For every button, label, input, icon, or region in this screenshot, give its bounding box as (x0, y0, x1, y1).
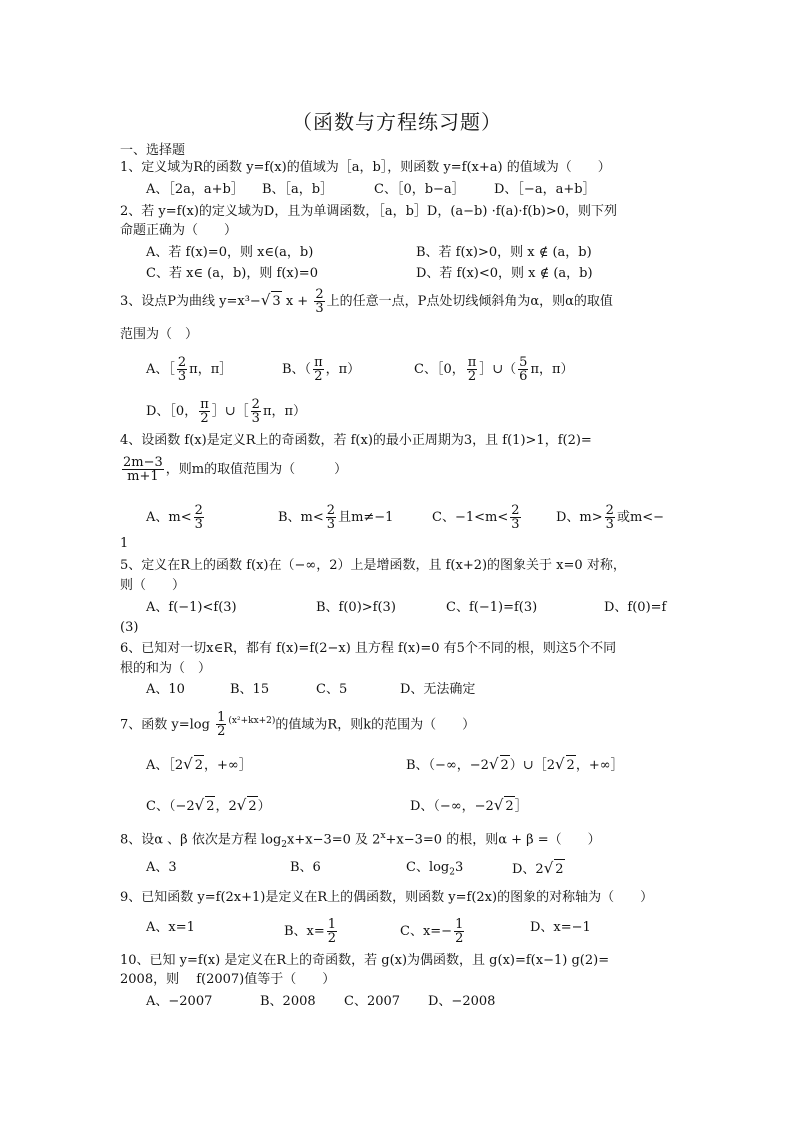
q7-option-a: A、［2√ 2，+∞］ (146, 754, 252, 776)
section-heading: 一、选择题 (120, 143, 186, 158)
q3-fraction: $\frac{2}{3}$ (315, 287, 324, 316)
q10-option-c: C、2007 (344, 994, 401, 1009)
question-6-stem-line1: 6、已知对一切x∈R，都有 f(x)=f(2−x) 且方程 f(x)=0 有5个不同的根，则这5个不同 (120, 641, 617, 656)
question-3-stem-line2: 范围为（ ） (120, 327, 199, 342)
question-10-stem-line1: 10、已知 y=f(x) 是定义在R上的奇函数，若 g(x)为偶函数，且 g(x)=f(x−1) g(2)= (120, 953, 610, 968)
question-7-stem: 7、函数 y=log $\frac{1}{2}$ $^{(x^2+kx+2)}$的值域为R，则k的范围为（ ） (120, 710, 476, 740)
q4-fraction: $\frac{2m-3}{m+1}$ (123, 455, 163, 484)
q2-option-d: D、若 f(x)<0，则 x ∉ (a，b) (416, 266, 593, 281)
q2-option-a: A、若 f(x)=0，则 x∈(a，b) (146, 245, 314, 260)
q4-option-c: C、−1<m< $\frac{2}{3}$ (432, 503, 520, 532)
question-8-stem: 8、设α 、β 依次是方程 $\log_2x+x-3=0$ 及 $2^x+x-3=0$ 的根，则α + β =（ ） (120, 831, 601, 850)
q7-log-base: $\frac{1}{2}$ (217, 710, 226, 740)
q5-option-c: C、f(−1)=f(3) (446, 600, 538, 615)
q3-stem-part1: 3、设点P为曲线 y=x³− (120, 294, 261, 309)
q3-option-b: B、（ $\frac{\pi}{2}$ ，π） (282, 355, 361, 384)
q9-option-a: A、x=1 (146, 920, 195, 935)
q2-option-b: B、若 f(x)>0，则 x ∉ (a，b) (416, 245, 592, 260)
question-4-stem-line2: $\frac{2m-3}{m+1}$ ，则m的取值范围为（ ） (123, 455, 348, 484)
q1-option-b: B、［a，b］ (262, 182, 334, 197)
question-5-stem-line1: 5、定义在R上的函数 f(x)在（−∞，2）上是增函数，且 f(x+2)的图象关于 x=0 对称， (120, 558, 626, 573)
question-4-stem-line1: 4、设函数 f(x)是定义R上的奇函数，若 f(x)的最小正周期为3，且 f(1)>1，f(2)= (120, 433, 592, 448)
q5-option-d-wrap: (3) (120, 620, 139, 635)
q5-option-a: A、f(−1)<f(3) (146, 600, 237, 615)
q9-option-d: D、x=−1 (530, 920, 591, 935)
q10-option-b: B、2008 (260, 994, 316, 1009)
question-9-stem: 9、已知函数 y=f(2x+1)是定义在R上的偶函数，则函数 y=f(2x)的图象的对称轴为（ ） (120, 890, 654, 905)
question-2-stem-line2: 命题正确为（ ） (120, 223, 238, 238)
q2-option-c: C、若 x∈ (a，b)，则 f(x)=0 (146, 266, 318, 281)
q3-option-c: C、［0， $\frac{\pi}{2}$ ］∪（ $\frac{5}{6}$ π，π） (414, 355, 574, 384)
q9-option-c: C、x=− $\frac{1}{2}$ (400, 917, 464, 946)
question-6-stem-line2: 根的和为（ ） (120, 661, 212, 676)
q9-option-b: B、x= $\frac{1}{2}$ (284, 917, 337, 946)
question-3-stem-line1 (120, 288, 613, 315)
q1-option-c: C、［0，b−a］ (374, 182, 465, 197)
q5-option-b: B、f(0)>f(3) (316, 600, 396, 615)
q3-stem-part2: x + (285, 294, 309, 309)
q1-option-a: A、［2a，a+b］ (146, 182, 244, 197)
question-5-stem-line2: 则（ ） (120, 578, 186, 593)
q3-stem-part3: 上的任意一点，P点处切线倾斜角为α，则α的取值 (326, 294, 613, 309)
question-1-stem: 1、定义域为R的函数 y=f(x)的值域为［a，b］，则函数 y=f(x+a) 的值域为（ ） (120, 160, 611, 175)
q5-option-d: D、f(0)=f (604, 600, 667, 615)
q8-option-b: B、6 (290, 860, 321, 875)
q6-option-b: B、15 (230, 682, 270, 697)
q7-option-b: B、（−∞，−2√ 2）∪［2√ 2，+∞］ (406, 754, 624, 776)
q3-sqrt-radicand: 3 (271, 291, 281, 312)
q4-option-d-wrap: 1 (120, 536, 129, 551)
q4-option-d: D、m> $\frac{2}{3}$ 或m<− (556, 503, 665, 532)
q3-option-a: A、［ $\frac{2}{3}$ π，π］ (146, 355, 233, 384)
question-10-stem-line2: 2008，则 f(2007)值等于（ ） (120, 972, 336, 987)
q7-option-c: C、（−2√ 2，2√ 2） (146, 795, 271, 817)
q6-option-a: A、10 (146, 682, 185, 697)
q1-option-d: D、［−a，a+b］ (494, 182, 596, 197)
q4-option-b: B、m< $\frac{2}{3}$ 且m≠−1 (278, 503, 394, 532)
page-title: （函数与方程练习题） (292, 110, 502, 134)
q10-option-a: A、−2007 (146, 994, 213, 1009)
q6-option-c: C、5 (316, 682, 348, 697)
q3-option-d: D、［0， $\frac{\pi}{2}$ ］∪［ $\frac{2}{3}$ π，π） (146, 397, 307, 426)
q7-option-d: D、（−∞，−2√ 2］ (410, 795, 528, 817)
sqrt-symbol: √ (260, 291, 271, 309)
q8-option-c: C、$\log_23$ (406, 860, 464, 878)
q8-option-d: D、2√ 2 (512, 858, 565, 880)
q7-log-argument: (x²+kx+2) (228, 716, 276, 726)
question-2-stem-line1: 2、若 y=f(x)的定义域为D，且为单调函数，［a，b］D，(a−b) ·f(a)·f(b)>0，则下列 (120, 204, 617, 219)
q10-option-d: D、−2008 (428, 994, 496, 1009)
q4-option-a: A、m< $\frac{2}{3}$ (146, 503, 203, 532)
q8-option-a: A、3 (146, 860, 177, 875)
q6-option-d: D、无法确定 (400, 682, 476, 697)
